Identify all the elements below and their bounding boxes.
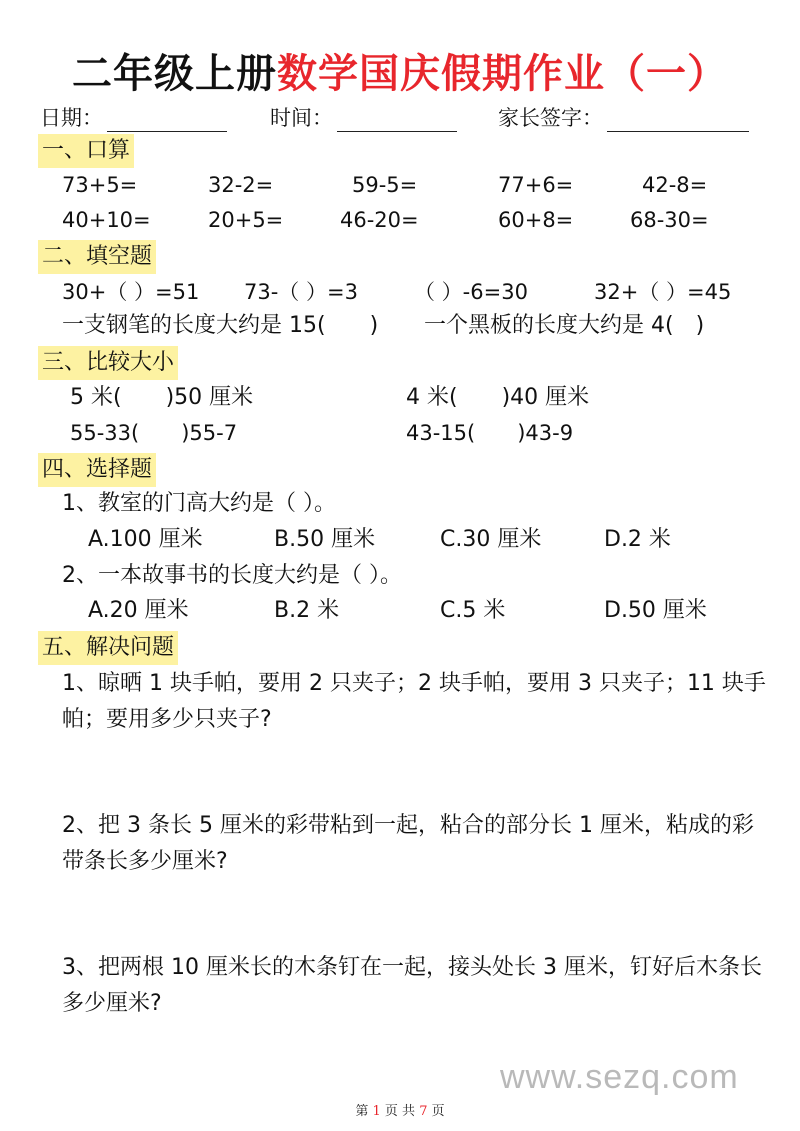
tiankong-item: 73-（ ）=3 <box>244 280 358 304</box>
watermark: www.sezq.com <box>500 1058 739 1096</box>
sign-label: 家长签字： <box>498 106 603 130</box>
page-footer <box>0 1100 800 1119</box>
sign-line <box>607 109 749 132</box>
footer-text: 页 <box>431 1104 445 1119</box>
date-label: 日期： <box>40 106 103 130</box>
sign-field <box>498 102 749 132</box>
title-red: 数学国庆假期作业（一） <box>277 51 728 97</box>
footer-text: 页 共 <box>384 1104 416 1119</box>
kousuan-item: 46-20= <box>340 208 419 232</box>
tiankong-item: 一个黑板的长度大约是 4( ) <box>424 313 705 338</box>
tiankong-item: 30+（ ）=51 <box>62 280 200 304</box>
footer-text: 第 <box>355 1104 369 1119</box>
tiankong-item: （ ）-6=30 <box>414 280 528 304</box>
bijiao-item: 4 米( )40 厘米 <box>406 385 590 410</box>
kousuan-item: 73+5= <box>62 173 138 197</box>
bijiao-item: 55-33( )55-7 <box>70 421 238 445</box>
tiankong-item: 32+（ ）=45 <box>594 280 732 304</box>
xuanze-question-2: 2、一本故事书的长度大约是（ ）。 <box>62 563 402 588</box>
kousuan-item: 42-8= <box>642 173 708 197</box>
time-field <box>270 102 457 132</box>
option-a: A.20 厘米 <box>88 598 189 623</box>
option-b: B.2 米 <box>274 598 340 623</box>
info-row <box>40 102 764 132</box>
kousuan-item: 59-5= <box>352 173 418 197</box>
section-heading-5: 五、解决问题 <box>38 631 178 665</box>
section-heading-3: 三、比较大小 <box>38 346 178 380</box>
option-c: C.30 厘米 <box>440 527 542 552</box>
bijiao-item: 43-15( )43-9 <box>406 421 574 445</box>
time-label: 时间： <box>270 106 333 130</box>
date-line <box>107 109 227 132</box>
option-d: D.50 厘米 <box>604 598 707 623</box>
xuanze-question-1: 1、教室的门高大约是（ ）。 <box>62 491 336 516</box>
kousuan-item: 60+8= <box>498 208 574 232</box>
date-field <box>40 102 227 132</box>
problem-1: 1、晾晒 1 块手帕，要用 2 只夹子；2 块手帕，要用 3 只夹子；11 块手帕；要用多少只夹子? <box>62 671 766 732</box>
option-c: C.5 米 <box>440 598 506 623</box>
kousuan-item: 77+6= <box>498 173 574 197</box>
option-b: B.50 厘米 <box>274 527 376 552</box>
kousuan-item: 68-30= <box>630 208 709 232</box>
problem-2: 2、把 3 条长 5 厘米的彩带粘到一起，粘合的部分长 1 厘米，粘成的彩带条长多少厘米? <box>62 813 754 874</box>
title-black: 二年级上册 <box>72 51 277 97</box>
kousuan-item: 20+5= <box>208 208 284 232</box>
section-heading-4: 四、选择题 <box>38 453 156 487</box>
kousuan-item: 32-2= <box>208 173 274 197</box>
problem-3: 3、把两根 10 厘米长的木条钉在一起，接头处长 3 厘米，钉好后木条长多少厘米? <box>62 955 762 1016</box>
time-line <box>337 109 457 132</box>
tiankong-item: 一支钢笔的长度大约是 15( ) <box>62 313 379 338</box>
total-pages: 7 <box>419 1104 428 1119</box>
kousuan-item: 40+10= <box>62 208 151 232</box>
bijiao-item: 5 米( )50 厘米 <box>70 385 254 410</box>
section-heading-1: 一、口算 <box>38 134 134 168</box>
page-number: 1 <box>372 1104 381 1119</box>
page-title <box>0 42 800 99</box>
option-a: A.100 厘米 <box>88 527 203 552</box>
option-d: D.2 米 <box>604 527 671 552</box>
section-heading-2: 二、填空题 <box>38 240 156 274</box>
